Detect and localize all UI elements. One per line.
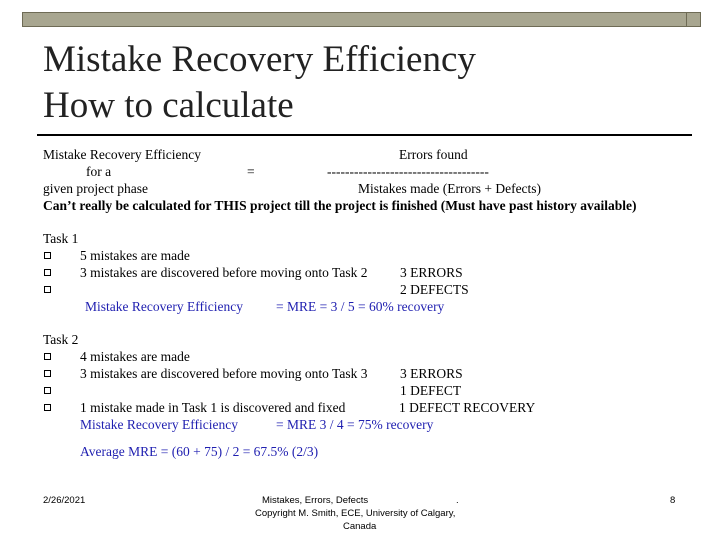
task1-errors: 3 ERRORS — [400, 265, 463, 280]
task2-heading: Task 2 — [43, 332, 79, 347]
title-underline — [37, 134, 692, 136]
task2-errors: 3 ERRORS — [400, 366, 463, 381]
footer-page-number: 8 — [670, 495, 676, 506]
task2-item-4: 1 mistake made in Task 1 is discovered and fixed — [80, 400, 346, 415]
task1-heading: Task 1 — [43, 231, 79, 246]
task1-bullet-1 — [44, 252, 51, 259]
top-left-accent-box — [22, 12, 691, 27]
footer-copyright: Copyright M. Smith, ECE, University of Calgary, — [255, 508, 456, 519]
task2-item-2: 3 mistakes are discovered before moving onto Task 3 — [80, 366, 368, 381]
slide-title-line1: Mistake Recovery Efficiency — [43, 39, 476, 80]
formula-fraction-bar: ------------------------------------ — [327, 164, 489, 179]
task2-bullet-2 — [44, 370, 51, 377]
formula-equals: = — [247, 164, 255, 179]
task1-defects: 2 DEFECTS — [400, 282, 469, 297]
task1-item-1: 5 mistakes are made — [80, 248, 190, 263]
formula-left-line3: given project phase — [43, 181, 148, 196]
task1-mre-calc: = MRE = 3 / 5 = 60% recovery — [276, 299, 445, 314]
formula-note: Can’t really be calculated for THIS project till the project is finished (Must have past history available) — [43, 198, 637, 213]
average-mre: Average MRE = (60 + 75) / 2 = 67.5% (2/3) — [80, 444, 319, 459]
task1-bullet-2 — [44, 269, 51, 276]
task2-bullet-3 — [44, 387, 51, 394]
footer-date: 2/26/2021 — [43, 495, 86, 506]
task1-bullet-3 — [44, 286, 51, 293]
task1-mre-label: Mistake Recovery Efficiency — [85, 299, 243, 314]
task2-defect: 1 DEFECT — [400, 383, 462, 398]
task2-mre-calc: = MRE 3 / 4 = 75% recovery — [276, 417, 434, 432]
task2-mre-label: Mistake Recovery Efficiency — [80, 417, 238, 432]
task2-bullet-4 — [44, 404, 51, 411]
task2-bullet-1 — [44, 353, 51, 360]
formula-left-line2: for a — [86, 164, 112, 179]
task2-item-1: 4 mistakes are made — [80, 349, 190, 364]
footer-country: Canada — [343, 521, 377, 532]
slide-title-line2: How to calculate — [43, 85, 294, 126]
formula-denominator: Mistakes made (Errors + Defects) — [358, 181, 542, 196]
footer-dot: . — [456, 495, 459, 506]
top-right-accent-box — [686, 12, 701, 27]
formula-left-line1: Mistake Recovery Efficiency — [43, 147, 201, 162]
task1-item-2: 3 mistakes are discovered before moving onto Task 2 — [80, 265, 368, 280]
formula-numerator: Errors found — [399, 147, 468, 162]
task2-defect-recovery: 1 DEFECT RECOVERY — [399, 400, 536, 415]
footer-title: Mistakes, Errors, Defects — [262, 495, 369, 506]
